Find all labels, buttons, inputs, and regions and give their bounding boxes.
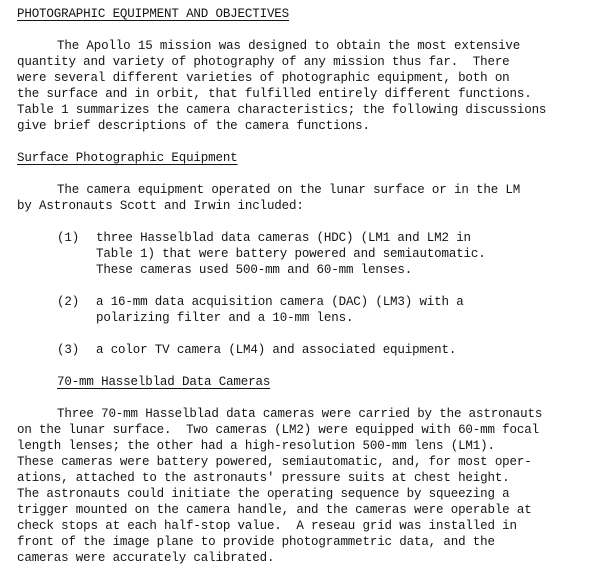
paragraph-line: quantity and variety of photography of any mission thus far. There: [17, 55, 510, 69]
list-item-line: a color TV camera (LM4) and associated equipment.: [96, 343, 457, 357]
list-item-line: a 16-mm data acquisition camera (DAC) (LM3) with a: [96, 295, 464, 309]
list-item-number: (2): [57, 295, 80, 309]
list-item-number: (1): [57, 231, 80, 245]
paragraph-line: Table 1 summarizes the camera characteristics; the following discussions: [17, 103, 547, 117]
paragraph-line: were several different varieties of photographic equipment, both on: [17, 71, 510, 85]
surface-equipment-heading: Surface Photographic Equipment: [17, 151, 238, 165]
paragraph-line: by Astronauts Scott and Irwin included:: [17, 199, 304, 213]
paragraph-line: These cameras were battery powered, semiautomatic, and, for most oper-: [17, 455, 532, 469]
hasselblad-heading: 70-mm Hasselblad Data Cameras: [57, 375, 271, 389]
paragraph-line: cameras were accurately calibrated.: [17, 551, 275, 565]
paragraph-line: ations, attached to the astronauts' pressure suits at chest height.: [17, 471, 510, 485]
section-title: PHOTOGRAPHIC EQUIPMENT AND OBJECTIVES: [17, 7, 289, 21]
paragraph-line: Three 70-mm Hasselblad data cameras were carried by the astronauts: [57, 407, 543, 421]
paragraph-line: give brief descriptions of the camera functions.: [17, 119, 370, 133]
list-item-line: three Hasselblad data cameras (HDC) (LM1 and LM2 in: [96, 231, 471, 245]
paragraph-line: check stops at each half-stop value. A reseau grid was installed in: [17, 519, 517, 533]
paragraph-line: The Apollo 15 mission was designed to obtain the most extensive: [57, 39, 521, 53]
paragraph-line: The astronauts could initiate the operating sequence by squeezing a: [17, 487, 510, 501]
paragraph-line: trigger mounted on the camera handle, and the cameras were operable at: [17, 503, 532, 517]
list-item-line: polarizing filter and a 10-mm lens.: [96, 311, 354, 325]
list-item-line: Table 1) that were battery powered and semiautomatic.: [96, 247, 486, 261]
list-item-number: (3): [57, 343, 80, 357]
list-item-line: These cameras used 500-mm and 60-mm lenses.: [96, 263, 413, 277]
paragraph-line: on the lunar surface. Two cameras (LM2) were equipped with 60-mm focal: [17, 423, 539, 437]
paragraph-line: the surface and in orbit, that fulfilled entirely different functions.: [17, 87, 532, 101]
paragraph-line: length lenses; the other had a high-resolution 500-mm lens (LM1).: [17, 439, 495, 453]
paragraph-line: The camera equipment operated on the lunar surface or in the LM: [57, 183, 521, 197]
paragraph-line: front of the image plane to provide photogrammetric data, and the: [17, 535, 495, 549]
